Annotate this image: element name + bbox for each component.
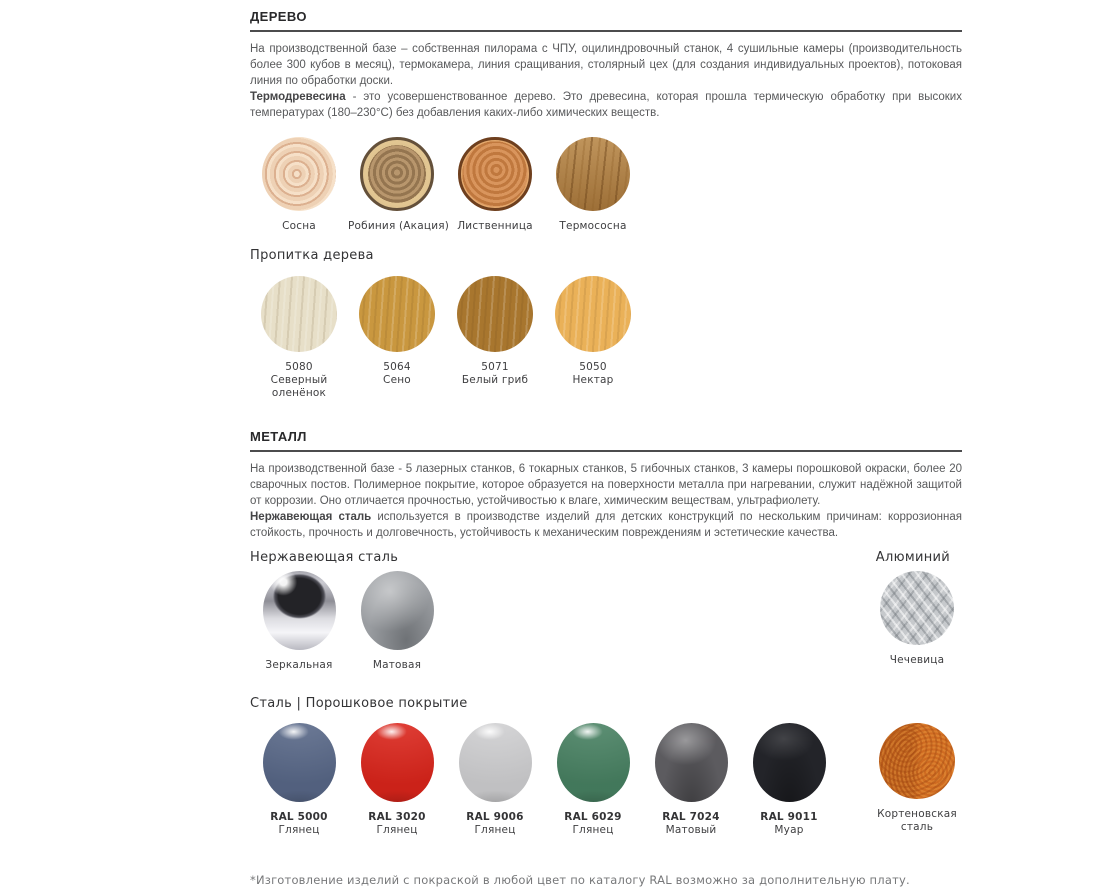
impregnation-5080-label: 5080 Северный оленёнок	[270, 361, 328, 399]
metal-subheadings-row	[250, 550, 962, 565]
wood-intro-paragraph	[250, 41, 962, 89]
powder-swatch-ral5000	[250, 723, 348, 837]
corten-swatch	[872, 723, 962, 837]
ral7024-label: RAL 7024 Матовый	[662, 811, 720, 836]
wood-swatch-thermopine	[544, 137, 642, 233]
wood-species-row	[250, 137, 962, 233]
powder-swatch-ral3020	[348, 723, 446, 837]
ral7024-ball	[655, 723, 728, 802]
metal-section-divider	[250, 450, 962, 452]
aluminum-label: Чечевица	[889, 654, 945, 666]
corten-label: Кортеновская сталь	[877, 808, 957, 833]
stainless-steel-title: Нержавеющая сталь	[250, 550, 399, 565]
impregnation-swatch-5080	[250, 276, 348, 400]
mirror-steel-sphere	[263, 571, 336, 650]
mirror-steel-label: Зеркальная	[265, 659, 333, 671]
impregnation-5064-label: 5064 Сено	[383, 361, 411, 386]
stainless-paragraph	[250, 509, 962, 541]
impregnation-5071-label: 5071 Белый гриб	[461, 361, 529, 386]
ral5000-label: RAL 5000 Глянец	[270, 811, 328, 836]
impregnation-swatch-5050	[544, 276, 642, 400]
aluminum-title: Алюминий	[875, 550, 950, 565]
powder-swatch-ral6029	[544, 723, 642, 837]
wood-intro-text: На производственной базе – собственная пилорама с ЧПУ, оцилиндровочный станок, 4 сушильные камеры (производительность более 300 кубов в месяц), термокамера, линия сращивания, столярный цех (для создания индивидуальных проектов), потоковая линия по обработки доски.	[250, 43, 962, 87]
robinia-label: Робиния (Акация)	[348, 220, 450, 232]
powder-swatch-ral9006	[446, 723, 544, 837]
impregnation-swatch-5064	[348, 276, 446, 400]
ral9011-label: RAL 9011 Муар	[760, 811, 818, 836]
ral9011-ball	[753, 723, 826, 802]
stainless-text: используется в производстве изделий для детских конструкций по нескольким причинам: коррозионная стойкость, прочность и долговечность, устойчивость к механическим повреждениям и эстетические качества.	[250, 511, 962, 539]
impregnation-row	[250, 276, 962, 400]
ral5000-ball	[263, 723, 336, 802]
impregnation-5050-circle	[555, 276, 631, 352]
powder-coating-row	[250, 723, 962, 837]
wood-swatch-robinia	[348, 137, 450, 233]
impregnation-5050-label: 5050 Нектар	[572, 361, 614, 386]
larch-sample-circle	[458, 137, 532, 211]
wood-section-divider	[250, 30, 962, 32]
impregnation-5080-circle	[261, 276, 337, 352]
powder-coating-title: Сталь | Порошковое покрытие	[250, 696, 468, 711]
pine-label: Сосна	[282, 220, 316, 232]
ral6029-ball	[557, 723, 630, 802]
ral6029-label: RAL 6029 Глянец	[564, 811, 622, 836]
metal-section-title: МЕТАЛЛ	[250, 429, 307, 444]
corten-steel-circle	[879, 723, 955, 799]
metal-intro-paragraph	[250, 461, 962, 509]
metal-intro-text: На производственной базе - 5 лазерных станков, 6 токарных станков, 5 гибочных станков, 3 камеры порошковой окраски, более 20 сварочных постов. Полимерное покрытие, которое образуется на поверхности металла при нагревании, служит надёжной защитой от коррозии. Оно отличается прочностью, устойчивостью к влаге, химическим веществам, ультрафиолету.	[250, 463, 962, 507]
aluminum-swatch	[872, 571, 962, 672]
larch-label: Лиственница	[457, 220, 533, 232]
wood-swatch-larch	[446, 137, 544, 233]
ral-footnote: *Изготовление изделий с покраской в любой цвет по каталогу RAL возможно за дополнительную плату.	[250, 873, 910, 887]
impregnation-swatch-5071	[446, 276, 544, 400]
thermowood-text: - это усовершенствованное дерево. Это древесина, которая прошла термическую обработку при высоких температурах (180–230°C) без добавления каких-либо химических веществ.	[250, 91, 962, 119]
impregnation-title: Пропитка дерева	[250, 248, 374, 263]
stainless-row	[250, 571, 962, 672]
stainless-swatch-mirror	[250, 571, 348, 672]
ral9006-label: RAL 9006 Глянец	[466, 811, 524, 836]
thermopine-sample-circle	[556, 137, 630, 211]
matte-steel-label: Матовая	[372, 659, 422, 671]
thermopine-label: Термососна	[559, 220, 627, 232]
thermowood-paragraph	[250, 89, 962, 121]
powder-swatch-ral7024	[642, 723, 740, 837]
impregnation-5071-circle	[457, 276, 533, 352]
stainless-swatch-matte	[348, 571, 446, 672]
impregnation-5064-circle	[359, 276, 435, 352]
ral3020-label: RAL 3020 Глянец	[368, 811, 426, 836]
ral3020-ball	[361, 723, 434, 802]
robinia-sample-circle	[360, 137, 434, 211]
pine-sample-circle	[262, 137, 336, 211]
aluminum-lentil-circle	[880, 571, 954, 645]
thermowood-term: Термодревесина	[250, 91, 346, 103]
page-content	[250, 0, 962, 887]
stainless-term: Нержавеющая сталь	[250, 511, 372, 523]
powder-swatch-ral9011	[740, 723, 838, 837]
ral9006-ball	[459, 723, 532, 802]
matte-steel-sphere	[361, 571, 434, 650]
wood-swatch-pine	[250, 137, 348, 233]
wood-section-title: ДЕРЕВО	[250, 9, 307, 24]
